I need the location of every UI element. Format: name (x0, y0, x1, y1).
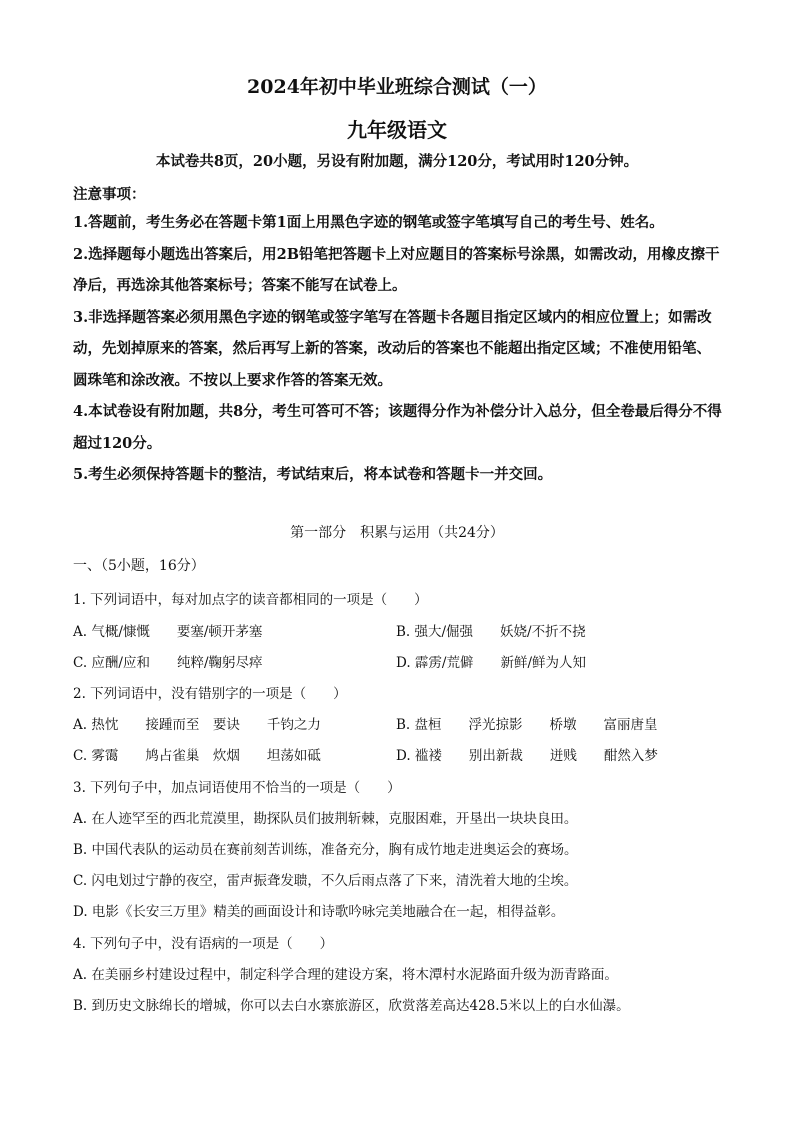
question-4-option-b: B. 到历史文脉绵长的增城，你可以去白水寨旅游区，欣赏落差高达428.5米以上的白水仙瀑。 (73, 998, 630, 1014)
question-2-option-b: B. 盘桓 浮光掠影 桥墩 富丽唐皇 (396, 717, 658, 733)
question-1-option-a: A. 气概/慷慨 要塞/顿开茅塞 (73, 624, 263, 640)
question-3-option-a: A. 在人迹罕至的西北荒漠里，勘探队员们披荆斩棘，克服困难，开垦出一块块良田。 (73, 811, 578, 827)
part-heading: 第一部分 积累与运用（共24分） (290, 525, 504, 541)
question-3-option-c: C. 闪电划过宁静的夜空，雷声振聋发聩，不久后雨点落了下来，清洗着大地的尘埃。 (73, 873, 578, 889)
question-3-option-b: B. 中国代表队的运动员在赛前刻苦训练，准备充分，胸有成竹地走进奥运会的赛场。 (73, 842, 578, 858)
question-1-stem: 1. 下列词语中，每对加点字的读音都相同的一项是（ ） (73, 592, 428, 608)
question-1-option-b: B. 强大/倔强 妖娆/不折不挠 (396, 624, 586, 640)
question-2-option-c: C. 雾霭 鸠占雀巢 炊烟 坦荡如砥 (73, 748, 321, 764)
question-3-stem: 3. 下列句子中，加点词语使用不恰当的一项是（ ） (73, 780, 401, 796)
notice-item: 1.答题前，考生务必在答题卡第1面上用黑色字迹的钢笔或签字笔填写自己的考生号、姓名。 (73, 214, 664, 231)
question-1-option-c: C. 应酬/应和 纯粹/鞠躬尽瘁 (73, 655, 263, 671)
question-4-option-a: A. 在美丽乡村建设过程中，制定科学合理的建设方案，将木潭村水泥路面升级为沥青路面。 (73, 967, 618, 983)
exam-title: 2024年初中毕业班综合测试（一） (247, 76, 547, 98)
notice-list (73, 207, 723, 491)
notice-item: 4.本试卷设有附加题，共8分，考生可答可不答；该题得分作为补偿分计入总分，但全卷最后得分不得超过120分。 (73, 403, 722, 452)
notice-item: 2.选择题每小题选出答案后，用2B铅笔把答题卡上对应题目的答案标号涂黑，如需改动，用橡皮擦干净后，再选涂其他答案标号；答案不能写在试卷上。 (73, 245, 720, 294)
question-2-stem: 2. 下列词语中，没有错别字的一项是（ ） (73, 686, 347, 702)
question-3-option-d: D. 电影《长安三万里》精美的画面设计和诗歌吟咏完美地融合在一起，相得益彰。 (73, 904, 565, 920)
question-1-option-d: D. 霹雳/荒僻 新鲜/鲜为人知 (396, 655, 587, 671)
question-4-stem: 4. 下列句子中，没有语病的一项是（ ） (73, 936, 334, 952)
question-2-option-a: A. 热忱 接踵而至 要诀 千钧之力 (73, 717, 321, 733)
notice-heading: 注意事项： (73, 186, 146, 203)
exam-intro: 本试卷共8页，20小题，另设有附加题，满分120分，考试用时120分钟。 (155, 153, 639, 170)
question-2-option-d: D. 褴褛 别出新裁 迸贱 酣然入梦 (396, 748, 658, 764)
section-heading: 一、（5小题，16分） (73, 558, 205, 574)
exam-subtitle: 九年级语文 (347, 118, 447, 142)
notice-item: 5.考生必须保持答题卡的整洁，考试结束后，将本试卷和答题卡一并交回。 (73, 466, 553, 483)
notice-item: 3.非选择题答案必须用黑色字迹的钢笔或签字笔写在答题卡各题目指定区域内的相应位置上；如需改动，先划掉原来的答案，然后再写上新的答案，改动后的答案也不能超出指定区域；不准使用铅笔、圆珠笔和涂改液。不按以上要求作答的答案无效。 (73, 308, 712, 389)
